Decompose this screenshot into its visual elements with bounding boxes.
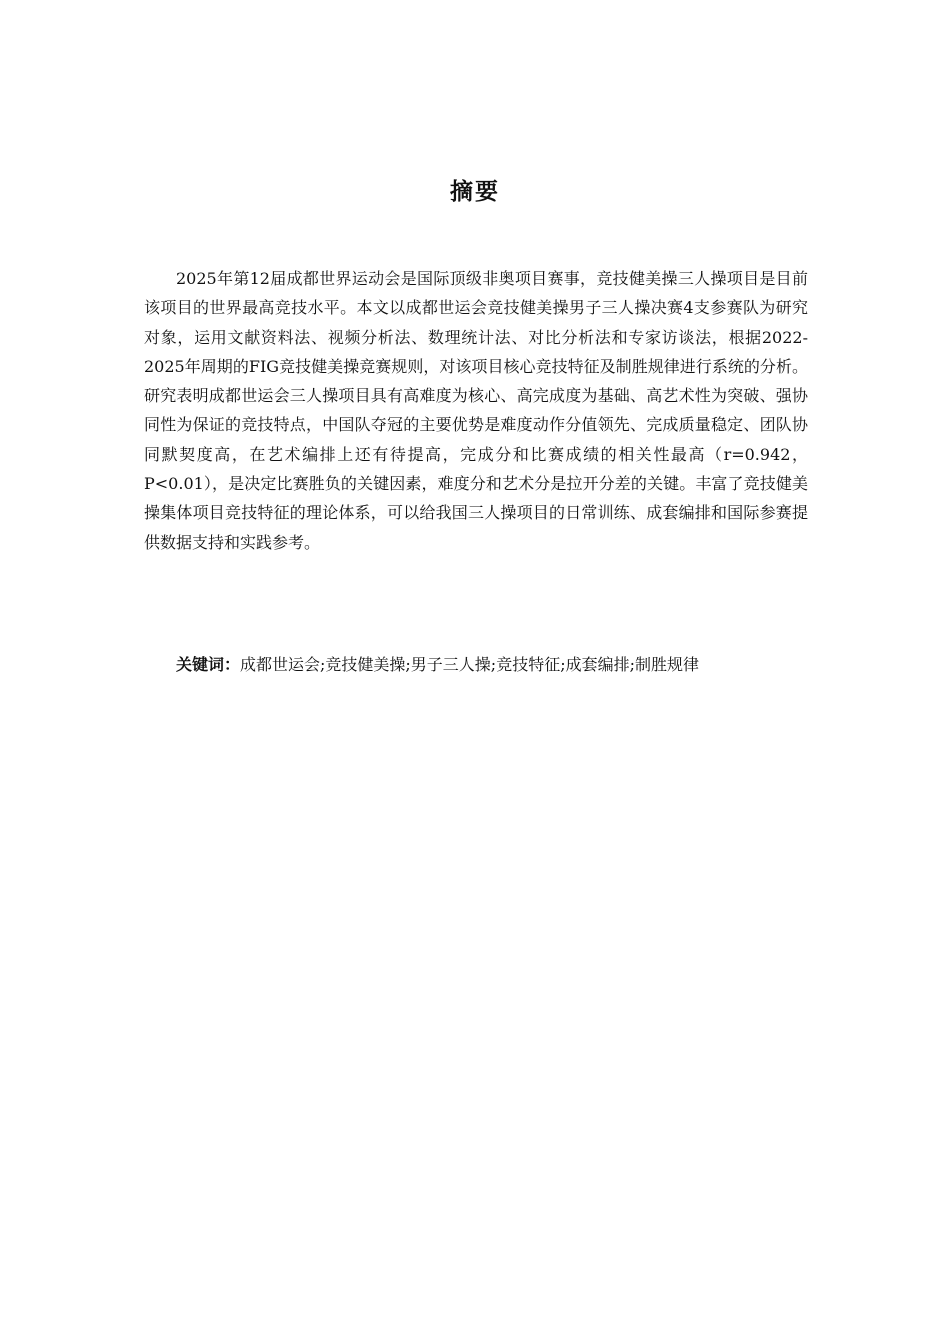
keywords-line bbox=[176, 650, 836, 679]
keywords-value: 成都世运会;竞技健美操;男子三人操;竞技特征;成套编排;制胜规律 bbox=[240, 655, 699, 674]
keywords-label: 关键词： bbox=[176, 655, 241, 674]
abstract-title: 摘要 bbox=[450, 179, 500, 205]
abstract-paragraph: 2025年第12届成都世界运动会是国际顶级非奥项目赛事，竞技健美操三人操项目是目前该项目的世界最高竞技水平。本文以成都世运会竞技健美操男子三人操决赛4支参赛队为研究对象，运用文献资料法、视频分析法、数理统计法、对比分析法和专家访谈法，根据2022-2025年周期的FIG竞技健美操竞赛规则，对该项目核心竞技特征及制胜规律进行系统的分析。研究表明成都世运会三人操项目具有高难度为核心、高完成度为基础、高艺术性为突破、强协同性为保证的竞技特点，中国队夺冠的主要优势是难度动作分值领先、完成质量稳定、团队协同默契度高，在艺术编排上还有待提高，完成分和比赛成绩的相关性最高（r=0.942，P<0.01），是决定比赛胜负的关键因素，难度分和艺术分是拉开分差的关键。丰富了竞技健美操集体项目竞技特征的理论体系，可以给我国三人操项目的日常训练、成套编排和国际参赛提供数据支持和实践参考。 bbox=[144, 269, 808, 552]
